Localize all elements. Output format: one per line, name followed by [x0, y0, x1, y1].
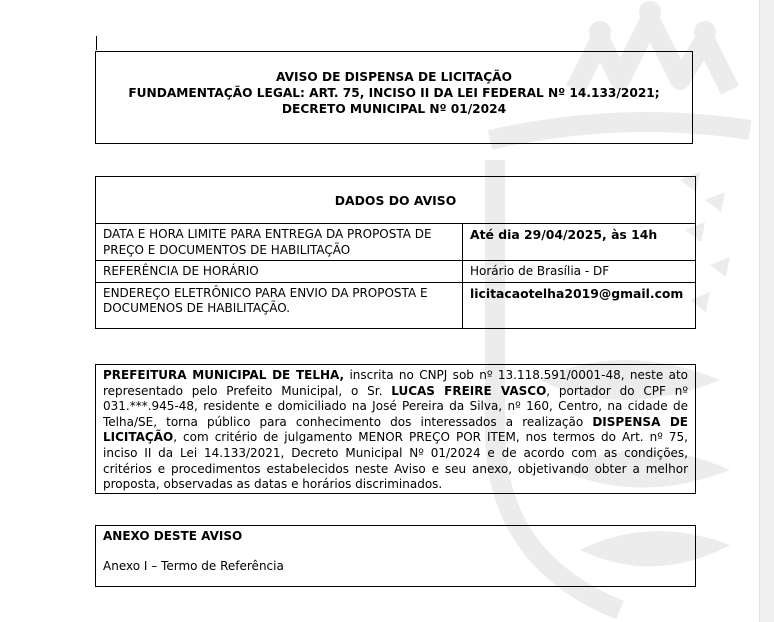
notice-paragraph	[95, 364, 696, 494]
text-cursor	[96, 36, 97, 50]
table-row	[96, 224, 696, 261]
notice-title: AVISO DE DISPENSA DE LICITAÇÃO	[276, 70, 512, 84]
annex-box	[95, 525, 696, 587]
row-value: Horário de Brasília - DF	[463, 261, 696, 283]
entity-name: PREFEITURA MUNICIPAL DE TELHA,	[103, 368, 345, 382]
row-label: REFERÊNCIA DE HORÁRIO	[96, 261, 463, 283]
title-block	[95, 51, 693, 144]
paragraph-text: inscrita no CNPJ sob nº 13.118.591/0001-48, neste ato representado pelo Prefeito Municipal, o Sr.	[103, 368, 688, 398]
dados-table	[95, 176, 696, 329]
paragraph-text: , portador do CPF nº 031.***.945-48, residente e domiciliado na José Pereira da Silva, nº 160, Centro, na cidade de Telha/SE, torna público para conhecimento dos interessados a realização	[103, 383, 688, 429]
legal-basis: FUNDAMENTAÇÃO LEGAL: ART. 75, INCISO II DA LEI FEDERAL Nº 14.133/2021;	[128, 86, 660, 100]
table-header-row	[96, 177, 696, 224]
procedure-type: DISPENSA DE LICITAÇÃO	[103, 414, 688, 445]
annex-header: ANEXO DESTE AVISO	[103, 529, 243, 543]
row-label: DATA E HORA LIMITE PARA ENTREGA DA PROPOSTA DE PREÇO E DOCUMENTOS DE HABILITAÇÃO	[96, 224, 463, 261]
paragraph-text: , com critério de julgamento MENOR PREÇO POR ITEM, nos termos do Art. nº 75, inciso II da Lei 14.133/2021, Decreto Municipal Nº 01/2024 e de acordo com as condições, critérios e procedimentos estabelecidos neste Aviso e seu anexo, objetivando obter a melhor proposta, observadas as datas e horários discriminados.	[103, 430, 688, 492]
decree-ref: DECRETO MUNICIPAL Nº 01/2024	[281, 102, 507, 116]
row-label: ENDEREÇO ELETRÔNICO PARA ENVIO DA PROPOSTA E DOCUMENOS DE HABILITAÇÃO.	[96, 282, 463, 328]
email-link[interactable]: licitacaotelha2019@gmail.com	[463, 282, 696, 328]
row-value: Até dia 29/04/2025, às 14h	[463, 224, 696, 261]
page-edge	[759, 0, 774, 622]
annex-item: Anexo I – Termo de Referência	[103, 559, 284, 573]
table-row	[96, 282, 696, 328]
table-header: DADOS DO AVISO	[96, 177, 696, 224]
mayor-name: LUCAS FREIRE VASCO	[391, 383, 547, 398]
table-row	[96, 261, 696, 283]
